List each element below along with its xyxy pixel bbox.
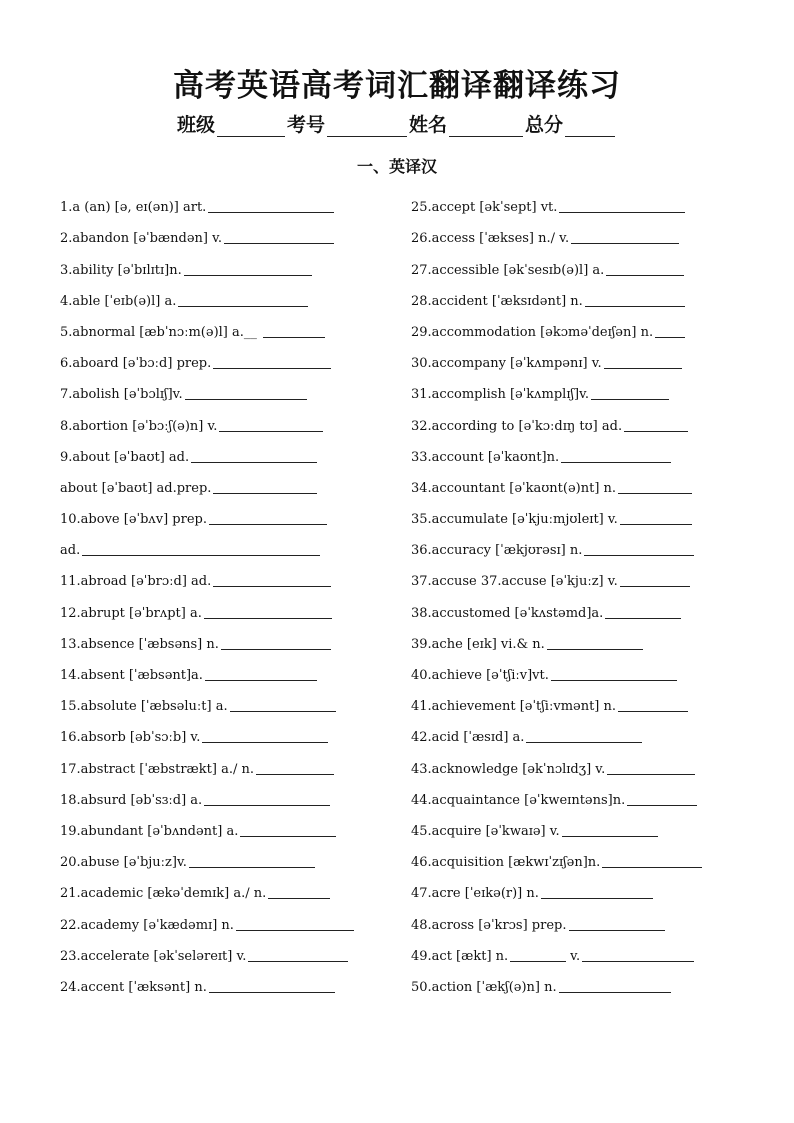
vocab-item (411, 716, 746, 747)
answer-blank[interactable] (561, 461, 671, 463)
item-text: 28.accident [ˈæksɪdənt] n. (411, 293, 583, 309)
vocab-item (60, 623, 395, 654)
item-text: 6.aboard [əˈbɔːd] prep. (60, 356, 212, 372)
answer-blank[interactable] (219, 430, 323, 432)
item-text: 5.abnormal [æbˈnɔːm(ə)l] a.__ (60, 324, 257, 340)
answer-blank[interactable] (208, 211, 334, 213)
answer-blank[interactable] (184, 274, 312, 276)
item-text: 46.acquisition [ækwɪˈzɪʃən]n. (411, 855, 601, 871)
vocab-item (411, 498, 746, 529)
item-text: 35.accumulate [əˈkjuːmjʊleɪt] v. (411, 512, 618, 528)
item-text: 11.abroad [əˈbrɔːd] ad. (60, 574, 212, 590)
class-blank[interactable] (217, 116, 285, 137)
vocab-item (411, 591, 746, 622)
vocab-item (411, 217, 746, 248)
item-text: 13.absence [ˈæbsəns] n. (60, 636, 219, 652)
item-text: 14.absent [ˈæbsənt]a. (60, 668, 203, 683)
item-text-extra: v. (570, 948, 581, 964)
vocab-item (60, 654, 395, 685)
answer-blank[interactable] (204, 804, 330, 806)
item-text: 40.achieve [əˈtʃiːv]vt. (411, 668, 549, 683)
vocab-item (60, 966, 395, 997)
vocab-item (60, 716, 395, 747)
answer-blank[interactable] (605, 617, 681, 619)
vocab-item (60, 591, 395, 622)
vocab-item (411, 779, 746, 810)
vocab-item (60, 779, 395, 810)
vocab-item (60, 342, 395, 373)
answer-blank[interactable] (263, 336, 325, 338)
vocab-item (60, 248, 395, 279)
vocab-item (60, 404, 395, 435)
item-text: ad. (60, 543, 81, 559)
item-text: 9.about [əˈbaʊt] ad. (60, 449, 190, 465)
item-text: 41.achievement [əˈtʃiːvmənt] n. (411, 699, 617, 715)
vocab-item (411, 373, 746, 404)
name-blank[interactable] (449, 116, 523, 137)
number-blank[interactable] (327, 116, 407, 137)
vocab-item (60, 436, 395, 467)
item-text: 4.able [ˈeɪb(ə)l] a. (60, 293, 177, 309)
answer-blank[interactable] (204, 617, 332, 619)
answer-blank[interactable] (620, 523, 692, 525)
vocab-item (60, 841, 395, 872)
answer-blank[interactable] (604, 367, 682, 369)
item-text: 34.accountant [əˈkaʊnt(ə)nt] n. (411, 480, 617, 496)
vocab-item (411, 685, 746, 716)
left-column (60, 186, 395, 997)
item-text: 38.accustomed [əˈkʌstəmd]a. (411, 605, 604, 621)
vocab-item (411, 810, 746, 841)
answer-blank[interactable] (213, 367, 331, 369)
item-text: 1.a (an) [ə, eɪ(ən)] art. (60, 200, 207, 216)
item-text: 22.academy [əˈkædəmɪ] n. (60, 917, 234, 933)
item-text: 37.accuse 37.accuse [əˈkjuːz] v. (411, 574, 618, 590)
item-text: 8.abortion [əˈbɔːʃ(ə)n] v. (60, 418, 218, 434)
answer-blank[interactable] (202, 741, 328, 743)
answer-blank[interactable] (236, 929, 354, 931)
answer-blank[interactable] (205, 679, 317, 681)
answer-blank[interactable] (624, 430, 688, 432)
answer-blank[interactable] (82, 554, 320, 556)
item-text: 32.according to [əˈkɔːdɪŋ tʊ] ad. (411, 418, 623, 434)
item-text: 19.abundant [əˈbʌndənt] a. (60, 823, 239, 839)
page-title: 高考英语高考词汇翻译翻译练习 (173, 68, 621, 104)
vocab-item (411, 560, 746, 591)
vocab-item (60, 810, 395, 841)
answer-blank[interactable] (585, 305, 685, 307)
vocab-item (411, 872, 746, 903)
item-text: 42.acid [ˈæsɪd] a. (411, 730, 525, 746)
item-text: 24.accent [ˈæksənt] n. (60, 979, 207, 995)
answer-blank[interactable] (547, 648, 643, 650)
vocab-item (60, 935, 395, 966)
answer-blank[interactable] (213, 585, 331, 587)
vocab-item (60, 872, 395, 903)
vocab-item (60, 529, 395, 560)
item-text: 36.accuracy [ˈækjʊrəsɪ] n. (411, 543, 583, 559)
vocab-item (411, 747, 746, 778)
answer-blank[interactable] (627, 804, 697, 806)
answer-blank[interactable] (224, 242, 334, 244)
vocab-item (60, 747, 395, 778)
item-text: 43.acknowledge [əkˈnɔlɪdʒ] v. (411, 761, 606, 777)
vocab-item (411, 248, 746, 279)
answer-blank[interactable] (571, 242, 679, 244)
item-text: 15.absolute [ˈæbsəluːt] a. (60, 699, 228, 715)
item-text: 30.accompany [əˈkʌmpənɪ] v. (411, 356, 602, 372)
class-label: 班级 (176, 114, 215, 136)
answer-blank[interactable] (562, 835, 658, 837)
answer-blank[interactable] (606, 274, 684, 276)
item-text: 45.acquire [əˈkwaɪə] v. (411, 823, 560, 839)
answer-blank[interactable] (209, 523, 327, 525)
answer-blank[interactable] (185, 398, 307, 400)
item-text: 39.ache [eɪk] vi.& n. (411, 636, 545, 652)
answer-blank[interactable] (230, 710, 336, 712)
vocab-item (60, 373, 395, 404)
item-text: 16.absorb [əbˈsɔːb] v. (60, 730, 201, 746)
vocab-item (60, 467, 395, 498)
item-text: 50.action [ˈækʃ(ə)n] n. (411, 979, 557, 995)
vocab-item (411, 342, 746, 373)
vocab-item (411, 436, 746, 467)
section-title: 一、英译汉 (356, 157, 437, 176)
answer-blank[interactable] (256, 773, 334, 775)
item-text: 44.acquaintance [əˈkweɪntəns]n. (411, 792, 626, 808)
vocab-item (60, 498, 395, 529)
answer-blank[interactable] (248, 960, 348, 962)
vocab-item (411, 966, 746, 997)
item-text: 33.account [əˈkaʊnt]n. (411, 449, 560, 465)
item-text: 18.absurd [əbˈsɜːd] a. (60, 792, 203, 808)
vocab-item (411, 841, 746, 872)
item-text: 27.accessible [əkˈsesɪb(ə)l] a. (411, 262, 605, 278)
answer-blank[interactable] (510, 960, 566, 962)
answer-blank[interactable] (240, 835, 336, 837)
answer-blank[interactable] (268, 897, 330, 899)
item-text: 12.abrupt [əˈbrʌpt] a. (60, 605, 202, 621)
answer-blank[interactable] (582, 960, 694, 962)
answer-blank[interactable] (209, 991, 335, 993)
item-text: 17.abstract [ˈæbstrækt] a./ n. (60, 761, 254, 777)
answer-blank[interactable] (655, 336, 685, 338)
item-text: 31.accomplish [əˈkʌmplɪʃ]v. (411, 387, 590, 403)
answer-blank[interactable] (591, 398, 669, 400)
answer-blank[interactable] (618, 710, 688, 712)
answer-blank[interactable] (178, 305, 308, 307)
item-text: 20.abuse [əˈbjuːz]v. (60, 855, 187, 871)
item-text: 29.accommodation [əkɔməˈdeɪʃən] n. (411, 324, 654, 340)
vocab-item (411, 654, 746, 685)
vocab-item (411, 903, 746, 934)
item-text: 49.act [ækt] n. (411, 948, 509, 964)
vocab-item (411, 404, 746, 435)
item-text: 7.abolish [əˈbɔlɪʃ]v. (60, 387, 183, 403)
item-text: 3.ability [əˈbɪlɪtɪ]n. (60, 262, 182, 278)
answer-blank[interactable] (526, 741, 642, 743)
vocab-item (60, 217, 395, 248)
answer-blank[interactable] (213, 492, 317, 494)
vocab-item (60, 311, 395, 342)
number-label: 考号 (286, 114, 325, 136)
vocab-item (411, 935, 746, 966)
vocab-item (60, 685, 395, 716)
score-label: 总分 (525, 114, 564, 136)
answer-blank[interactable] (221, 648, 331, 650)
vocab-item (60, 186, 395, 217)
answer-blank[interactable] (569, 929, 665, 931)
vocab-item (411, 311, 746, 342)
vocab-item (411, 467, 746, 498)
student-info-line (0, 110, 794, 137)
item-text: 2.abandon [əˈbændən] v. (60, 231, 223, 247)
item-text: 47.acre [ˈeɪkə(r)] n. (411, 886, 539, 902)
answer-blank[interactable] (607, 773, 695, 775)
vocab-item (411, 280, 746, 311)
answer-blank[interactable] (559, 991, 671, 993)
item-text: 26.access [ˈækses] n./ v. (411, 231, 570, 247)
answer-blank[interactable] (559, 211, 685, 213)
name-label: 姓名 (409, 114, 448, 136)
answer-blank[interactable] (551, 679, 677, 681)
item-text: 25.accept [əkˈsept] vt. (411, 200, 558, 216)
answer-blank[interactable] (541, 897, 653, 899)
answer-blank[interactable] (584, 554, 694, 556)
answer-blank[interactable] (191, 461, 317, 463)
answer-blank[interactable] (602, 866, 702, 868)
item-text: 10.above [əˈbʌv] prep. (60, 512, 207, 528)
score-blank[interactable] (565, 116, 615, 137)
vocab-item (411, 623, 746, 654)
right-column (411, 186, 746, 997)
item-text: 23.accelerate [əkˈseləreɪt] v. (60, 948, 247, 964)
vocab-item (411, 186, 746, 217)
vocab-item (60, 903, 395, 934)
answer-blank[interactable] (189, 866, 315, 868)
answer-blank[interactable] (618, 492, 692, 494)
item-text: about [əˈbaʊt] ad.prep. (60, 480, 212, 496)
vocab-item (60, 560, 395, 591)
item-text: 48.across [əˈkrɔs] prep. (411, 917, 567, 933)
vocab-item (60, 280, 395, 311)
answer-blank[interactable] (620, 585, 690, 587)
item-text: 21.academic [ækəˈdemɪk] a./ n. (60, 886, 267, 902)
vocab-item (411, 529, 746, 560)
